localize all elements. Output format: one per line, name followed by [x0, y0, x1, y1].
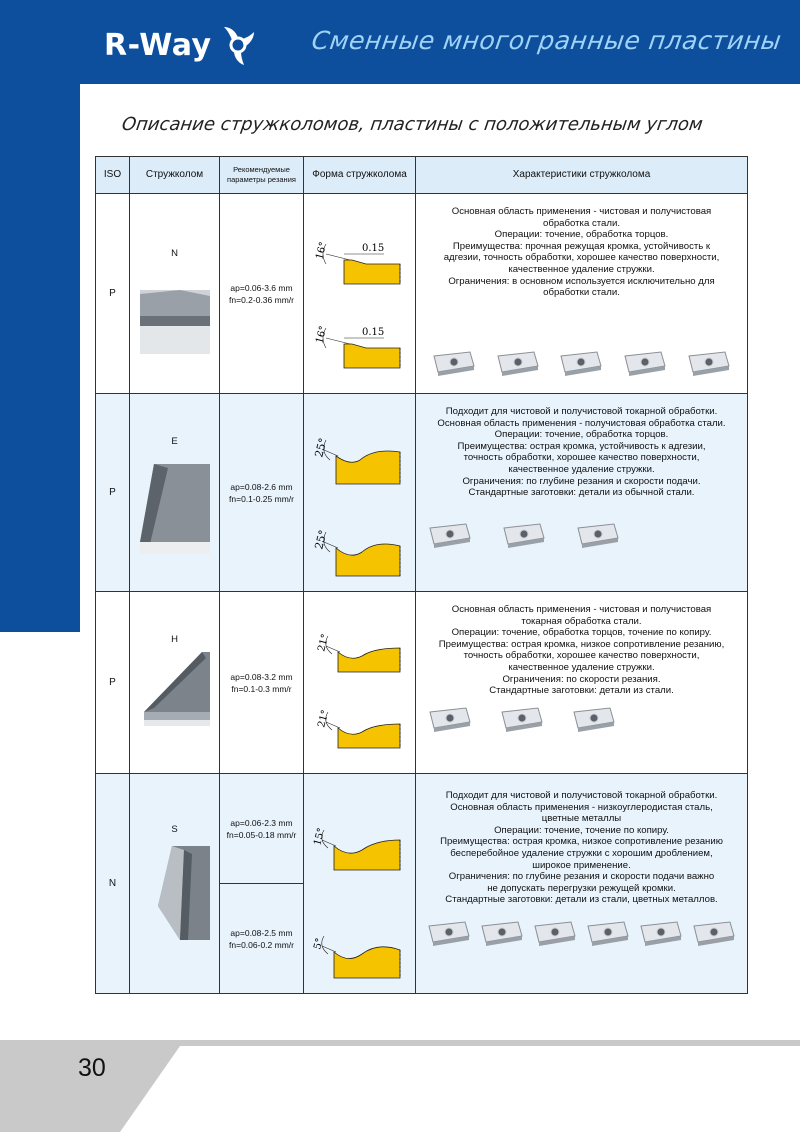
col-breaker: Стружколом — [130, 157, 220, 194]
param-fn: fn=0.2-0.36 mm/r — [229, 294, 294, 305]
insert-thumb-icon — [574, 516, 622, 550]
profile-2 — [316, 709, 400, 748]
param-ap: ap=0.08-2.6 mm — [230, 481, 293, 492]
breaker-profile-diagram — [304, 592, 414, 772]
breaker-name: S — [171, 824, 178, 835]
characteristics-text: Подходит для чистовой и получистовой токарной обработки. Основная область применения - получистовая обработка стали. Операции: точение, обработка торцов. Преимущества: острая кромка, устойчивость к адгезии, точность обработки, хорошее качество поверхности, качественное удаление стружки. Ограничения: по глубине резания и скорости подачи. Стандартные заготовки: детали из обычной стали. — [437, 406, 726, 499]
insert-thumb-icon — [498, 700, 546, 734]
land-label: 0.15 — [362, 243, 385, 254]
table-row — [96, 592, 748, 774]
breaker-cell — [130, 592, 220, 774]
insert-thumb-icon — [531, 914, 579, 948]
params-cell — [220, 194, 304, 394]
insert-thumbnails — [422, 344, 741, 378]
iso-cell: N — [96, 774, 130, 994]
insert-thumb-icon — [478, 914, 526, 948]
col-form: Форма стружколома — [304, 157, 416, 194]
param-ap: ap=0.08-3.2 mm — [230, 671, 293, 682]
iso-cell: P — [96, 592, 130, 774]
insert-thumbnails — [426, 700, 741, 734]
breaker-profile-diagram — [304, 194, 414, 392]
form-cell — [304, 394, 416, 592]
profile-1 — [316, 633, 400, 672]
insert-photo-icon — [140, 464, 210, 554]
form-cell — [304, 194, 416, 394]
col-characteristics: Характеристики стружколома — [416, 157, 748, 194]
params-cell — [220, 884, 304, 994]
table-row — [96, 394, 748, 592]
side-band — [0, 84, 80, 632]
section-title: Описание стружколомов, пластины с положительным углом — [120, 114, 705, 135]
param-ap: ap=0.08-2.5 mm — [230, 927, 293, 938]
characteristics-text: Подходит для чистовой и получистовой токарной обработки. Основная область применения - низкоуглеродистая сталь, цветные металлы Операции: точение, точение по копиру. Преимущества: острая кромка, низкое сопротивление резанию бесперебойное удаление стружки с хорошим дроблением, широкое применение. Ограничения: по глубине резания и скорости подачи важно не допускать перегрузки режущей кромки. Стандартные заготовки: детали из стали, цветных металлов. — [440, 790, 723, 906]
profile-1 — [312, 437, 400, 484]
angle-label: 15° — [312, 826, 328, 847]
params-cell — [220, 774, 304, 884]
angle-label: 21° — [316, 632, 332, 653]
iso-cell: P — [96, 394, 130, 592]
characteristics-text: Основная область применения - чистовая и получистовая обработка стали. Операции: точение, обработка торцов. Преимущества: прочная режущая кромка, устойчивость к адгезии, точность обработки, хорошее качество поверхности, качественное удаление стружки. Ограничения: в основном используется исключительно для обработки стали. — [443, 206, 720, 299]
insert-thumb-icon — [426, 700, 474, 734]
angle-label: 25° — [312, 528, 330, 551]
brand-mark-icon — [216, 23, 260, 67]
param-fn: fn=0.06-0.2 mm/r — [229, 939, 294, 950]
param-fn: fn=0.1-0.3 mm/r — [231, 683, 292, 694]
insert-thumb-icon — [621, 344, 669, 378]
breaker-name: N — [171, 248, 178, 259]
page-number: 30 — [78, 1054, 106, 1082]
form-cell — [304, 774, 416, 994]
insert-thumb-icon — [557, 344, 605, 378]
params-cell — [220, 394, 304, 592]
footer-band — [0, 1040, 800, 1132]
insert-thumb-icon — [494, 344, 542, 378]
desc-cell — [416, 194, 748, 394]
characteristics-text: Основная область применения - чистовая и получистовая токарная обработка стали. Операции: точение, обработка торцов, точение по копиру. Преимущества: острая кромка, низкое сопротивление резанию, точность обработки, хорошее качество поверхности, качественное удаление стружки. Ограничения: по скорости резания. Стандартные заготовки: детали из стали. — [438, 604, 725, 697]
angle-label: 16° — [314, 324, 330, 345]
params-cell — [220, 592, 304, 774]
angle-label: 5° — [312, 936, 326, 951]
profile-1 — [314, 241, 400, 284]
insert-thumbnails — [422, 914, 741, 948]
breaker-name: H — [171, 634, 178, 645]
breaker-profile-diagram — [304, 394, 414, 590]
breaker-cell — [130, 194, 220, 394]
breaker-name: E — [171, 436, 178, 447]
iso-cell: P — [96, 194, 130, 394]
insert-thumb-icon — [690, 914, 738, 948]
table-row — [96, 194, 748, 394]
breaker-profile-diagram — [304, 774, 414, 992]
param-ap: ap=0.06-2.3 mm — [230, 817, 293, 828]
breaker-cell — [130, 394, 220, 592]
insert-thumb-icon — [570, 700, 618, 734]
desc-cell — [416, 774, 748, 994]
form-cell — [304, 592, 416, 774]
param-ap: ap=0.06-3.6 mm — [230, 282, 293, 293]
breaker-cell — [130, 774, 220, 994]
profile-1 — [312, 827, 400, 870]
insert-thumb-icon — [637, 914, 685, 948]
desc-cell — [416, 394, 748, 592]
insert-thumb-icon — [584, 914, 632, 948]
col-params: Рекомендуемые параметры резания — [220, 157, 304, 194]
insert-photo-icon — [158, 846, 210, 940]
brand-name: R-Way — [104, 27, 212, 63]
insert-photo-icon — [140, 652, 210, 726]
col-iso: ISO — [96, 157, 130, 194]
insert-photo-icon — [140, 288, 210, 354]
table-row — [96, 774, 748, 884]
angle-label: 21° — [316, 708, 332, 729]
angle-label: 16° — [314, 240, 330, 261]
insert-thumb-icon — [430, 344, 478, 378]
profile-2 — [312, 936, 400, 978]
insert-thumbnails — [426, 516, 741, 550]
chipbreaker-table — [95, 156, 748, 994]
desc-cell — [416, 592, 748, 774]
header-title: Сменные многогранные пластины — [309, 26, 784, 55]
angle-label: 25° — [312, 436, 330, 459]
param-fn: fn=0.05-0.18 mm/r — [226, 829, 297, 840]
profile-2 — [314, 325, 400, 368]
profile-2 — [312, 529, 400, 576]
insert-thumb-icon — [425, 914, 473, 948]
param-fn: fn=0.1-0.25 mm/r — [229, 493, 294, 504]
brand-logo — [104, 20, 260, 70]
insert-thumb-icon — [685, 344, 733, 378]
land-label: 0.15 — [362, 327, 385, 338]
insert-thumb-icon — [426, 516, 474, 550]
insert-thumb-icon — [500, 516, 548, 550]
